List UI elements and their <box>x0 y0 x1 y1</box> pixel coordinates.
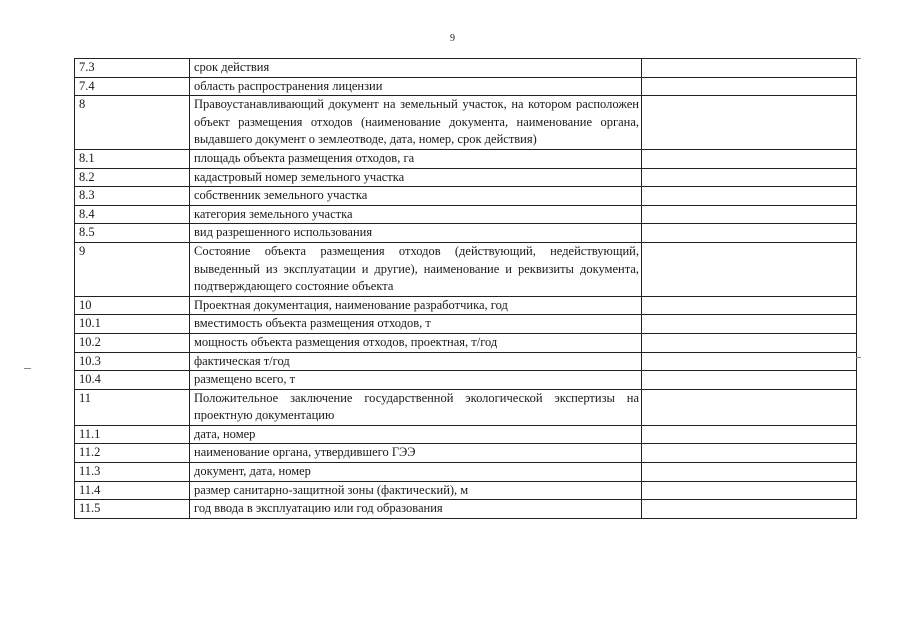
row-value-cell[interactable] <box>642 187 857 206</box>
row-description-cell: Положительное заключение государственной экологической экспертизы на проектную документацию <box>190 389 642 425</box>
row-description-cell: кадастровый номер земельного участка <box>190 168 642 187</box>
table-row <box>75 187 857 206</box>
table-row <box>75 389 857 425</box>
table-row <box>75 77 857 96</box>
row-number-cell: 8 <box>75 96 190 150</box>
table-row <box>75 425 857 444</box>
row-description-cell: Состояние объекта размещения отходов (действующий, недействующий, выведенный из эксплуатации и другие), наименование и реквизиты документа, подтверждающего состояние объекта <box>190 242 642 296</box>
row-description-cell: вид разрешенного использования <box>190 224 642 243</box>
table-row <box>75 168 857 187</box>
row-description-cell: мощность объекта размещения отходов, проектная, т/год <box>190 333 642 352</box>
row-value-cell[interactable] <box>642 333 857 352</box>
row-description-cell: размер санитарно-защитной зоны (фактический), м <box>190 481 642 500</box>
row-value-cell[interactable] <box>642 500 857 519</box>
row-value-cell[interactable] <box>642 463 857 482</box>
row-number-cell: 10.4 <box>75 371 190 390</box>
row-description-cell: наименование органа, утвердившего ГЭЭ <box>190 444 642 463</box>
row-number-cell: 11.4 <box>75 481 190 500</box>
row-number-cell: 7.3 <box>75 59 190 78</box>
row-number-cell: 11.5 <box>75 500 190 519</box>
scan-mark <box>856 58 861 59</box>
row-value-cell[interactable] <box>642 296 857 315</box>
row-number-cell: 8.4 <box>75 205 190 224</box>
row-value-cell[interactable] <box>642 96 857 150</box>
row-description-cell: область распространения лицензии <box>190 77 642 96</box>
table-body <box>75 59 857 519</box>
row-number-cell: 10 <box>75 296 190 315</box>
table-row <box>75 205 857 224</box>
row-description-cell: Проектная документация, наименование разработчика, год <box>190 296 642 315</box>
table-row <box>75 500 857 519</box>
table-row <box>75 463 857 482</box>
row-description-cell: документ, дата, номер <box>190 463 642 482</box>
table-row <box>75 59 857 78</box>
scan-mark <box>24 368 31 369</box>
row-value-cell[interactable] <box>642 444 857 463</box>
row-number-cell: 11.2 <box>75 444 190 463</box>
row-description-cell: срок действия <box>190 59 642 78</box>
row-number-cell: 7.4 <box>75 77 190 96</box>
row-number-cell: 10.2 <box>75 333 190 352</box>
row-number-cell: 9 <box>75 242 190 296</box>
table-row <box>75 224 857 243</box>
row-value-cell[interactable] <box>642 389 857 425</box>
row-description-cell: Правоустанавливающий документ на земельный участок, на котором расположен объект размещения отходов (наименование документа, наименование органа, выдавшего документ о землеотводе, дата, номер, срок действия) <box>190 96 642 150</box>
table-row <box>75 296 857 315</box>
row-number-cell: 8.3 <box>75 187 190 206</box>
row-number-cell: 8.5 <box>75 224 190 243</box>
row-description-cell: площадь объекта размещения отходов, га <box>190 149 642 168</box>
row-value-cell[interactable] <box>642 149 857 168</box>
table-row <box>75 96 857 150</box>
table-row <box>75 242 857 296</box>
row-number-cell: 11.3 <box>75 463 190 482</box>
scan-mark <box>856 357 861 358</box>
row-value-cell[interactable] <box>642 425 857 444</box>
row-value-cell[interactable] <box>642 481 857 500</box>
row-description-cell: размещено всего, т <box>190 371 642 390</box>
table-row <box>75 333 857 352</box>
row-value-cell[interactable] <box>642 224 857 243</box>
row-value-cell[interactable] <box>642 168 857 187</box>
page-number: 9 <box>450 33 455 44</box>
row-number-cell: 10.1 <box>75 315 190 334</box>
table-row <box>75 481 857 500</box>
row-value-cell[interactable] <box>642 315 857 334</box>
row-number-cell: 11.1 <box>75 425 190 444</box>
row-description-cell: дата, номер <box>190 425 642 444</box>
row-value-cell[interactable] <box>642 242 857 296</box>
registry-form-table <box>74 58 857 519</box>
row-value-cell[interactable] <box>642 205 857 224</box>
table-row <box>75 315 857 334</box>
row-value-cell[interactable] <box>642 371 857 390</box>
row-description-cell: категория земельного участка <box>190 205 642 224</box>
row-description-cell: собственник земельного участка <box>190 187 642 206</box>
row-number-cell: 8.2 <box>75 168 190 187</box>
table-row <box>75 371 857 390</box>
row-value-cell[interactable] <box>642 352 857 371</box>
row-description-cell: фактическая т/год <box>190 352 642 371</box>
row-value-cell[interactable] <box>642 59 857 78</box>
row-description-cell: год ввода в эксплуатацию или год образования <box>190 500 642 519</box>
row-value-cell[interactable] <box>642 77 857 96</box>
table-row <box>75 352 857 371</box>
row-number-cell: 8.1 <box>75 149 190 168</box>
table-row <box>75 444 857 463</box>
row-number-cell: 11 <box>75 389 190 425</box>
table-row <box>75 149 857 168</box>
row-number-cell: 10.3 <box>75 352 190 371</box>
row-description-cell: вместимость объекта размещения отходов, т <box>190 315 642 334</box>
